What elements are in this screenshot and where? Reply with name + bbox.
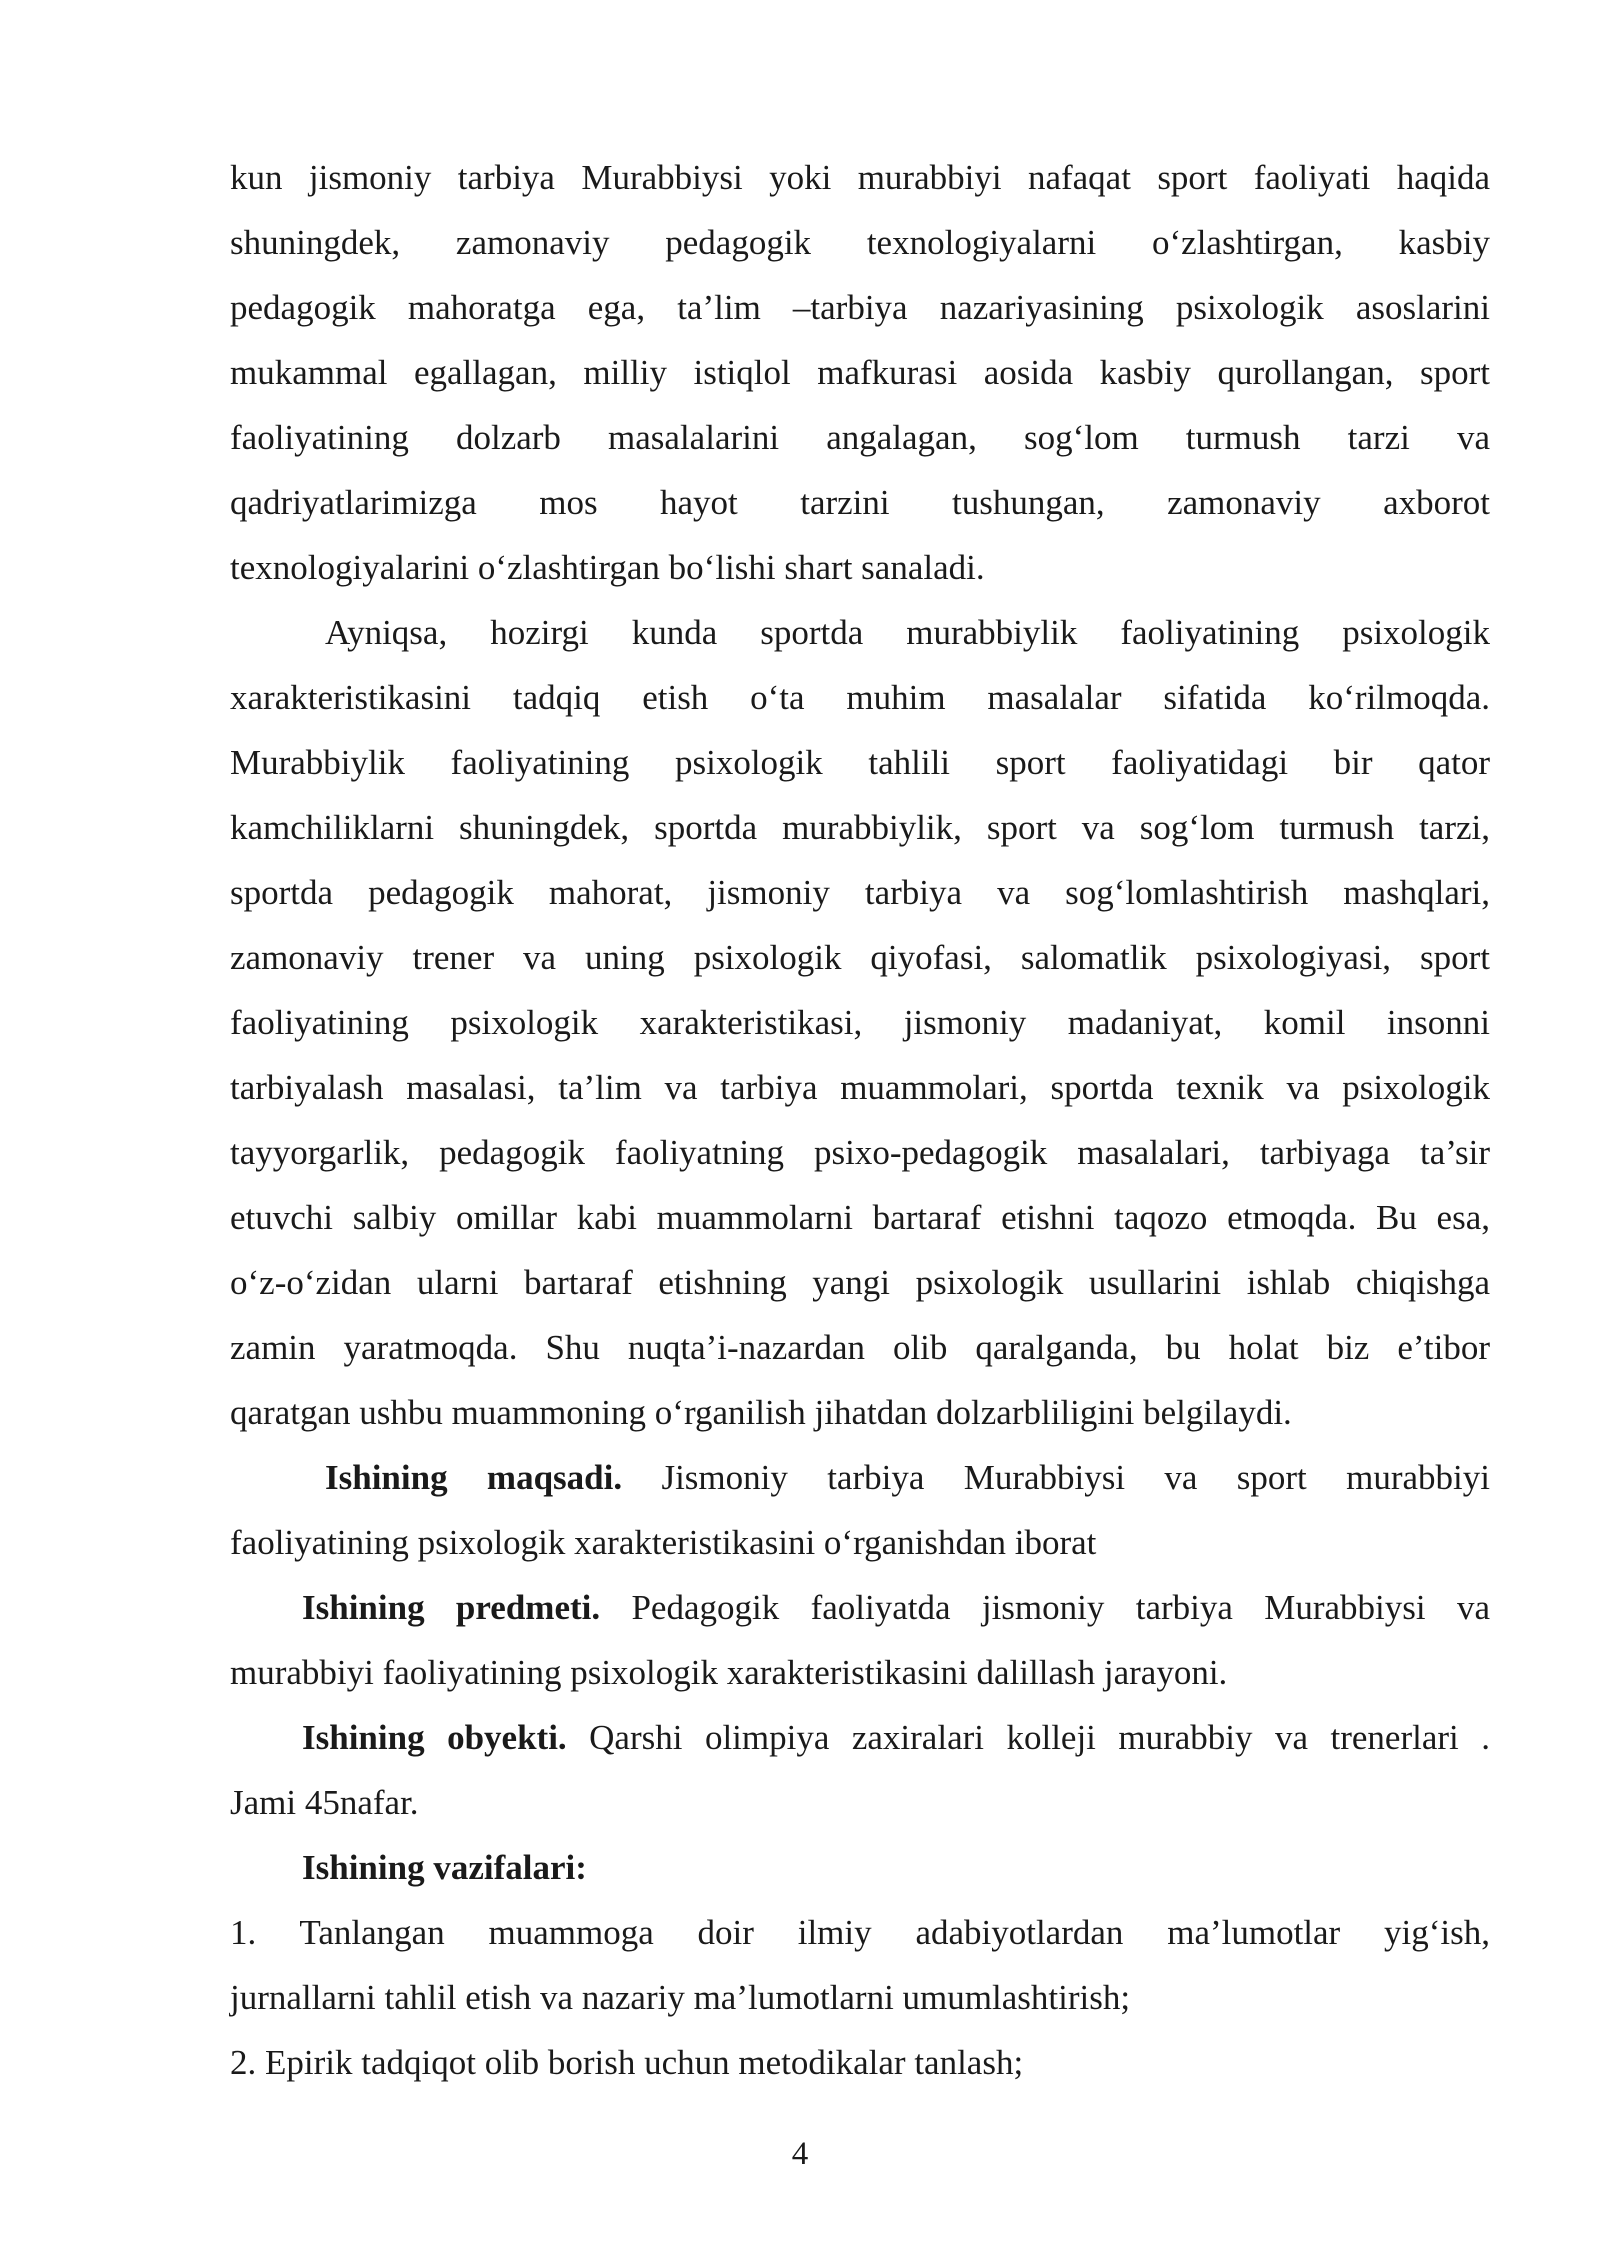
text-line: tayyorgarlik, pedagogik faoliyatning psixo-pedagogik masalalari, tarbiyaga ta’sir [230, 1133, 1490, 1172]
text-line [230, 1575, 1490, 1640]
text-line: texnologiyalarini o‘zlashtirgan bo‘lishi shart sanaladi. [230, 548, 985, 587]
text-line: mukammal egallagan, milliy istiqlol mafkurasi aosida kasbiy qurollangan, sport [230, 353, 1490, 392]
paragraph-relevance [230, 600, 1490, 1445]
text-line: Jami 45nafar. [230, 1783, 419, 1822]
text-line: o‘z-o‘zidan ularni bartaraf etishning yangi psixologik usullarini ishlab chiqishga [230, 1263, 1490, 1302]
text-line: murabbiyi faoliyatining psixologik xarakteristikasini dalillash jarayoni. [230, 1653, 1228, 1692]
goal-label: Ishining maqsadi. [325, 1458, 623, 1497]
object-label: Ishining obyekti. [302, 1718, 567, 1757]
text-line: shuningdek, zamonaviy pedagogik texnologiyalarni o‘zlashtirgan, kasbiy [230, 223, 1490, 262]
text-line: Murabbiylik faoliyatining psixologik tahlili sport faoliyatidagi bir qator [230, 743, 1490, 782]
paragraph-intro [230, 145, 1490, 600]
text-line [230, 1445, 1490, 1510]
section-tasks [230, 1835, 1490, 2095]
text-line: faoliyatining dolzarb masalalarini angalagan, sog‘lom turmush tarzi va [230, 418, 1490, 457]
text-line: zamonaviy trener va uning psixologik qiyofasi, salomatlik psixologiyasi, sport [230, 938, 1490, 977]
text-line: jurnallarni tahlil etish va nazariy ma’lumotlarni umumlashtirish; [230, 1978, 1131, 2017]
section-goal [230, 1445, 1490, 1575]
text-line: tarbiyalash masalasi, ta’lim va tarbiya muammolari, sportda texnik va psixologik [230, 1068, 1490, 1107]
text-line: pedagogik mahoratga ega, ta’lim –tarbiya nazariyasining psixologik asoslarini [230, 288, 1490, 327]
section-object [230, 1705, 1490, 1835]
section-subject [230, 1575, 1490, 1705]
text-line: kun jismoniy tarbiya Murabbiysi yoki murabbiyi nafaqat sport faoliyati haqida [230, 158, 1490, 197]
text-line: zamin yaratmoqda. Shu nuqta’i-nazardan olib qaralganda, bu holat biz e’tibor [230, 1328, 1490, 1367]
text-line [230, 1835, 1490, 1900]
document-body [230, 145, 1490, 2095]
object-text: Qarshi olimpiya zaxiralari kolleji murabbiy va trenerlari . [566, 1718, 1490, 1757]
text-line: faoliyatining psixologik xarakteristikasini o‘rganishdan iborat [230, 1523, 1097, 1562]
goal-text: Jismoniy tarbiya Murabbiysi va sport murabbiyi [622, 1458, 1490, 1497]
list-item: 1. Tanlangan muammoga doir ilmiy adabiyotlardan ma’lumotlar yig‘ish, [230, 1913, 1490, 1952]
subject-label: Ishining predmeti. [302, 1588, 601, 1627]
page-number: 4 [791, 2136, 809, 2172]
text-line: qadriyatlarimizga mos hayot tarzini tushungan, zamonaviy axborot [230, 483, 1490, 522]
tasks-heading: Ishining vazifalari: [302, 1848, 587, 1887]
text-line: qaratgan ushbu muammoning o‘rganilish jihatdan dolzarbliligini belgilaydi. [230, 1393, 1292, 1432]
text-line: kamchiliklarni shuningdek, sportda murabbiylik, sport va sog‘lom turmush tarzi, [230, 808, 1490, 847]
text-line: faoliyatining psixologik xarakteristikasi, jismoniy madaniyat, komil insonni [230, 1003, 1490, 1042]
list-item: 2. Epirik tadqiqot olib borish uchun metodikalar tanlash; [230, 2043, 1024, 2082]
text-line: sportda pedagogik mahorat, jismoniy tarbiya va sog‘lomlashtirish mashqlari, [230, 873, 1490, 912]
text-line [230, 1705, 1490, 1770]
text-line: xarakteristikasini tadqiq etish o‘ta muhim masalalar sifatida ko‘rilmoqda. [230, 678, 1490, 717]
subject-text: Pedagogik faoliyatda jismoniy tarbiya Murabbiysi va [600, 1588, 1490, 1627]
text-line: etuvchi salbiy omillar kabi muammolarni bartaraf etishni taqozo etmoqda. Bu esa, [230, 1198, 1490, 1237]
text-line: Ayniqsa, hozirgi kunda sportda murabbiylik faoliyatining psixologik [325, 613, 1490, 652]
